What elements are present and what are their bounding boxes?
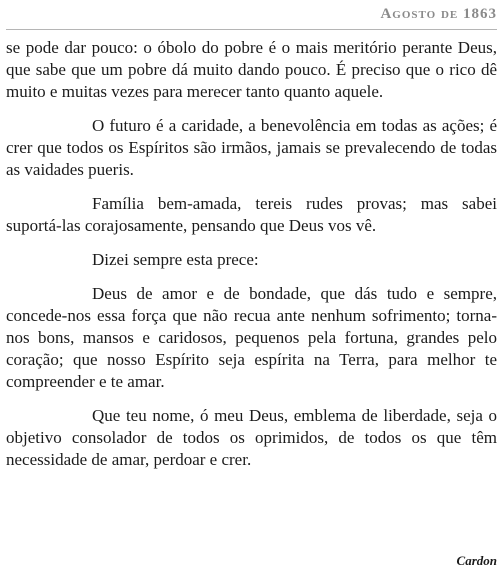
paragraph-prayer-body: Deus de amor e de bondade, que dás tudo e sempre, concede-nos essa força que não recua ante nenhum sofrimento; torna-nos bons, mansos e caridosos, pequenos pela fortuna, grandes pelo coração; que nosso Espírito seja espírita na Terra, para melhor te compreender e te amar. <box>6 284 497 391</box>
paragraph-prayer-closing: Que teu nome, ó meu Deus, emblema de liberdade, seja o objetivo consolador de todos os oprimidos, de todos os que têm necessidade de amar, perdoar e crer. <box>6 406 497 469</box>
running-header: Agosto de 1863 <box>380 6 497 22</box>
paragraph-prayer-intro: Dizei sempre esta prece: <box>92 250 259 269</box>
header-rule <box>6 29 497 30</box>
paragraph-beloved-family: Família bem-amada, tereis rudes provas; mas sabei suportá-las corajosamente, pensando que Deus vos vê. <box>6 194 497 235</box>
paragraph-continuation: se pode dar pouco: o óbolo do pobre é o mais meritório perante Deus, que sabe que um pobre dá muito dando pouco. É preciso que o rico dê muito e muitas vezes para merecer tanto quanto aquele. <box>6 38 497 101</box>
paragraph-future-charity: O futuro é a caridade, a benevolência em todas as ações; é crer que todos os Espíritos são irmãos, jamais se prevalecendo de todas as vaidades pueris. <box>6 116 497 179</box>
signature: Cardon <box>456 553 497 568</box>
body-text <box>6 37 497 483</box>
